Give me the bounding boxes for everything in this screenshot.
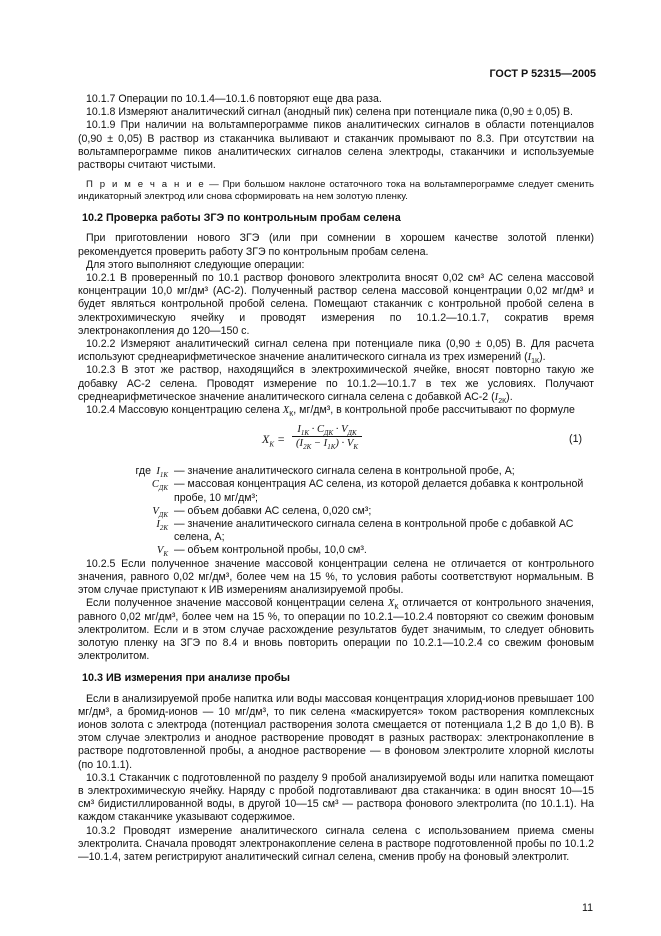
page-header: ГОСТ Р 52315—2005 bbox=[489, 68, 596, 80]
paragraph-10-2-3: 10.2.3 В этот же раствор, находящийся в электрохимической ячейке, вносят повторно такую же добавку АС-2 селена. Проводят измерение по 10.1.2—10.1.7 в тех же условиях. Получают среднеарифметическое значение аналитического сигнала селена с добавкой АС-2 $(I_{2К})$. bbox=[78, 364, 594, 405]
paragraph-10-3: Если в анализируемой пробе напитка или воды массовая концентрация хлорид-ионов превышает 100 мг/дм³, а бромид-ионов — 10 мг/дм³, то пик селена «маскируется» током растворения комплексных ионов золота с электрода (потенциал растворения золота смещается от потенциала 1,2 В до 1,0 В). В этом случае электролиз и анодное растворение проводят в разных растворах: электронакопление в растворе подготовленной пробы, а анодное растворение — в фоновом электролите хлорной кислоты (по 10.1.1). bbox=[78, 692, 594, 771]
def-symbol-I2K: $I_{2К}$ bbox=[156, 519, 168, 533]
definitions-list bbox=[78, 465, 594, 557]
def-symbol-I1K: где $I_{1К}$ bbox=[135, 465, 168, 480]
formula-number: (1) bbox=[569, 433, 582, 446]
section-heading-10-2: 10.2 Проверка работы ЗГЭ по контрольным пробам селена bbox=[82, 212, 401, 225]
note-label: П р и м е ч а н и е bbox=[86, 179, 206, 191]
formula-lhs: $X_К$ = bbox=[262, 432, 286, 449]
def-symbol-VK: $V_К$ bbox=[156, 545, 168, 559]
paragraph-10-3-2: 10.3.2 Проводят измерение аналитического сигнала селена с использованием приема смены электролита. Сначала проводят электронакопление селена в растворе подготовленной пробы по 10.1.2—10.1.4, затем регистрируют аналитический сигнал селена, сменив пробу на фоновый электролит. bbox=[78, 824, 594, 863]
def-text-I1K: — значение аналитического сигнала селена в контрольной пробе, А; bbox=[174, 465, 515, 478]
paragraph-10-3-1: 10.3.1 Стаканчик с подготовленной по разделу 9 пробой анализируемой воды или напитка помещают в электрохимическую ячейку. Наряду с пробой подготавливают два стаканчика: в один вносят 10—15 см³ бидистиллированной воды, в другой 10—15 см³ — раствора фонового электролита (по 10.1.1). На каждом стаканчике указывают содержимое. bbox=[78, 771, 594, 824]
note bbox=[78, 179, 594, 203]
section-heading-10-3: 10.3 ИВ измерения при анализе пробы bbox=[82, 672, 290, 685]
paragraph-10-1-7: 10.1.7 Операции по 10.1.4—10.1.6 повторяют еще два раза. bbox=[86, 93, 382, 105]
paragraph-10-1-8: 10.1.8 Измеряют аналитический сигнал (анодный пик) селена при потенциале пика (0,90 ± 0,05) В. bbox=[86, 106, 573, 119]
page-number: 11 bbox=[582, 902, 593, 914]
def-symbol-VDK: $V_{ДК}$ bbox=[152, 505, 168, 519]
note-text: — При большом наклоне остаточного тока на вольтамперограмме следует сменить индикаторный электрод или снова сформировать на нем золотую пленку. bbox=[78, 179, 595, 203]
formula-1 bbox=[78, 423, 594, 457]
def-text-VK: — объем контрольной пробы, 10,0 см³. bbox=[174, 544, 367, 557]
formula-denominator: $(I_{2К} - I_{1К}) \cdot V_К$ bbox=[292, 436, 362, 450]
paragraph-10-2-5: 10.2.5 Если полученное значение массовой концентрации селена не отличается от контрольного значения, равного 0,02 мг/дм³, более чем на 15 %, то условия работы соответствуют нормальным. В этом случае приступают к ИВ измерениям анализируемой пробы. bbox=[78, 557, 594, 597]
paragraph-10-2-5-cont: Если полученное значение массовой концентрации селена $X_К$ отличается от контрольного значения, равного 0,02 мг/дм³, более чем на 15 %, то операции по 10.2.1—10.2.4 повторяют со свежим фоновым электролитом. Если и в этом случае расхождение результатов будет значимым, то следует обновить золотую пленку на ЗГЭ по 8.4 и вновь повторить операции по 10.2.1—10.2.4 со свежим фоновым электролитом. bbox=[78, 597, 595, 663]
paragraph-10-2-intro: При приготовлении нового ЗГЭ (или при сомнении в хорошем качестве золотой пленки) рекомендуется проверить работу ЗГЭ по контрольным пробам селена. bbox=[78, 232, 594, 258]
def-symbol-CDK: $C_{ДК}$ bbox=[151, 479, 168, 493]
paragraph-10-2-2: 10.2.2 Измеряют аналитический сигнал селена при потенциале пика (0,90 ± 0,05) В. Для расчета используют среднеарифметическое значение аналитического сигнала из трех измерений $(I_{1К})$. bbox=[78, 338, 594, 366]
text-body bbox=[78, 93, 594, 864]
def-text-VDK: — объем добавки АС селена, 0,020 см³; bbox=[174, 504, 372, 517]
formula-fraction bbox=[292, 423, 362, 450]
paragraph-10-1-9: 10.1.9 При наличии на вольтамперограмме пиков аналитических сигналов в области потенциалов (0,90 ± 0,05) В раствор из стаканчика выливают и стаканчик промывают по 8.3. При отсутствии на вольтамперограмме пиков аналитических сигналов селена электроды, стаканчики и используемые растворы считают чистыми. bbox=[78, 119, 594, 172]
paragraph-10-2-4: 10.2.4 Массовую концентрацию селена $X_К$, мг/дм³, в контрольной пробе рассчитывают по формуле bbox=[86, 404, 575, 419]
formula-numerator: $I_{1К} \cdot C_{ДК} \cdot V_{ДК}$ bbox=[297, 424, 357, 438]
paragraph-10-2-ops: Для этого выполняют следующие операции: bbox=[86, 258, 305, 271]
def-text-I2K: — значение аналитического сигнала селена в контрольной пробе с добавкой АС селена, А; bbox=[174, 518, 574, 544]
paragraph-10-2-1: 10.2.1 В проверенный по 10.1 раствор фонового электролита вносят 0,02 см³ АС селена массовой концентрации 10,0 мг/дм³ (АС-2). Полученный раствор селена массовой концентрации 0,02 мг/дм³ и будет являться контрольной пробой селена. Помещают стаканчик с контрольной пробой селена в электрохимическую ячейку и проводят измерения по 10.1.2—10.1.7, сократив время электронакопления до 120—150 с. bbox=[78, 272, 594, 337]
def-text-CDK: — массовая концентрация АС селена, из которой делается добавка к контрольной пробе, 10 мг/дм³; bbox=[174, 478, 584, 504]
